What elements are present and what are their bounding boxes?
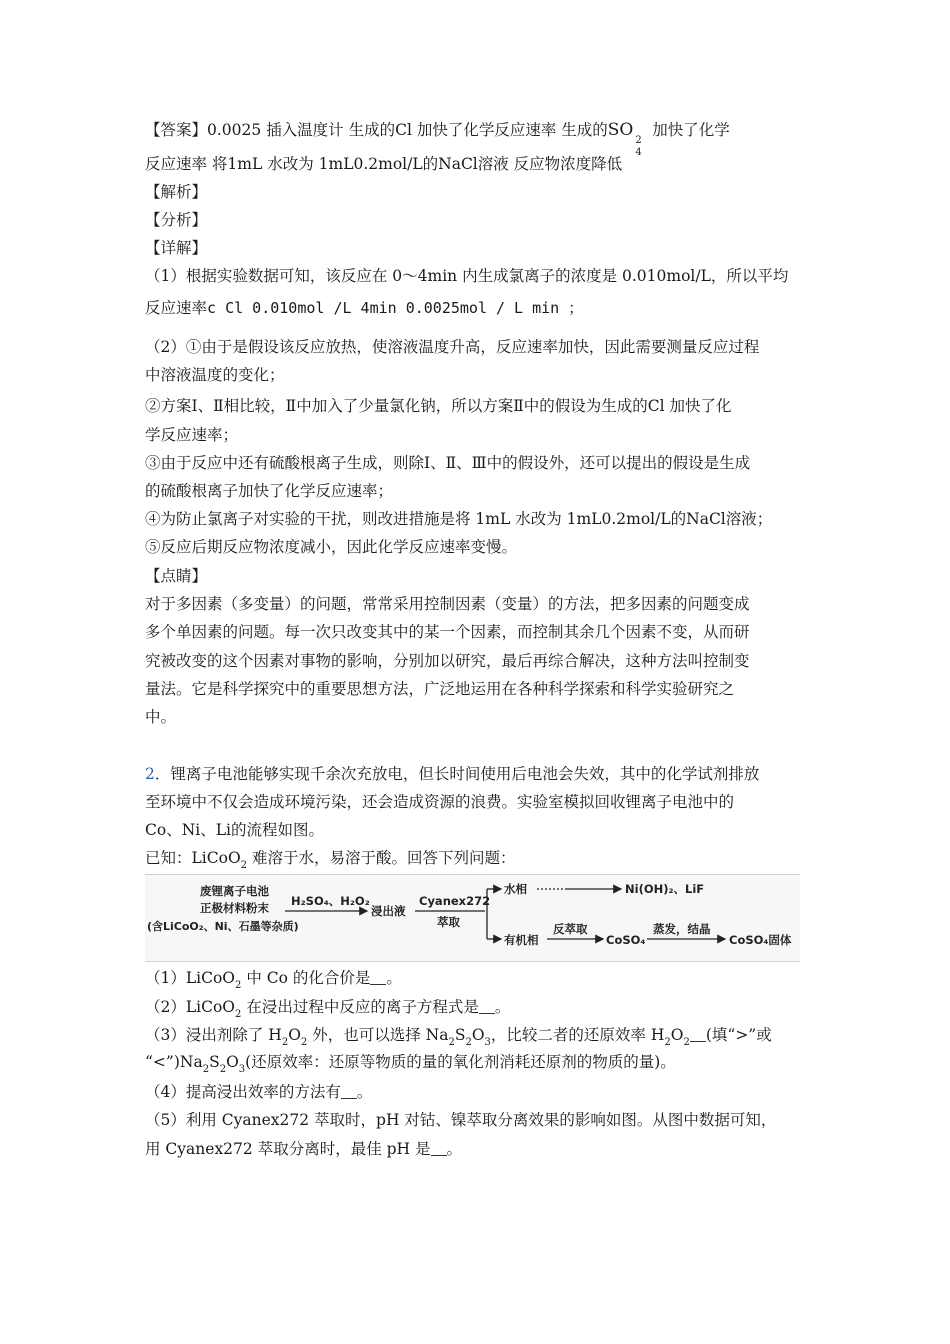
so-subscript: 4: [635, 147, 642, 158]
q3-sub-1: 2: [281, 1037, 289, 1048]
organic-phase-label: 有机相: [504, 933, 539, 947]
q3-text-b: 外，也可以选择 Na: [307, 1026, 449, 1044]
solid-product-label: CoSO₄固体: [729, 933, 792, 947]
subq-5-line1: （5）利用 Cyanex272 萃取时，pH 对钴、镍萃取分离效果的影响如图。从图中数据可知，: [145, 1111, 777, 1129]
answer-line-1: [145, 120, 730, 158]
q3-text-c: ，比较二者的还原效率 H: [490, 1026, 665, 1044]
q3-sub-2: 2: [300, 1037, 308, 1048]
q1-text-c: 。: [386, 969, 402, 987]
so-formula: SO: [607, 120, 634, 140]
q1-subscript: 2: [235, 980, 242, 991]
detail-p6: ⑤反应后期反应物浓度减小，因此化学反应速率变慢。: [145, 538, 518, 556]
question-2-line3: Co、Ni、Li的流程如图。: [145, 821, 324, 839]
q3-sub-9: 2: [219, 1064, 227, 1075]
summary-line5: 中。: [145, 708, 177, 726]
raw-material-line3: (含LiCoO₂、Ni、石墨等杂质): [147, 920, 299, 933]
summary-line2: 多个单因素的问题。每一次只改变其中的某一个因素，而控制其余几个因素不变，从而研: [145, 623, 750, 641]
water-phase-label: 水相: [504, 882, 527, 896]
extractant-label: Cyanex272: [419, 894, 491, 908]
question-number: 2: [145, 765, 155, 783]
q5-text-a: 用 Cyanex272 萃取分离时，最佳 pH 是: [145, 1140, 431, 1158]
section-fenxi: 【分析】: [145, 211, 208, 229]
answer-blank: [341, 1084, 357, 1099]
detail-p3-line1: ②方案Ⅰ、Ⅱ相比较，Ⅱ中加入了少量氯化钠，所以方案Ⅱ中的假设为生成的Cl 加快了化: [145, 397, 732, 415]
q2-text-a: （2）LiCoO: [145, 998, 236, 1016]
process-flowchart: [145, 874, 800, 962]
raw-material-line1: 废锂离子电池: [200, 884, 269, 898]
question-2-line2: 至环境中不仅会造成环境污染，还会造成资源的浪费。实验室模拟回收锂离子电池中的: [145, 793, 735, 811]
q3-sub-3: 2: [448, 1037, 455, 1048]
section-xiangjie: 【详解】: [145, 239, 208, 257]
detail-p1-line2: [145, 298, 583, 318]
q3-sub-4: 2: [465, 1037, 472, 1048]
section-dianjing: 【点睛】: [145, 567, 208, 585]
detail-p4-line1: ③由于反应中还有硫酸根离子生成，则除Ⅰ、Ⅱ、Ⅲ中的假设外，还可以提出的假设是生成: [145, 454, 751, 472]
detail-p5: ④为防止氯离子对实验的干扰，则改进措施是将 1mL 水改为 1mL0.2mol/L的NaCl溶液；: [145, 510, 773, 528]
known-text-a: 已知：LiCoO: [145, 849, 241, 867]
coso4-label: CoSO₄: [606, 933, 646, 947]
subq-2: [145, 997, 510, 1020]
subq-1: [145, 968, 402, 991]
q1-text-b: 中 Co 的化合价是: [241, 969, 371, 987]
summary-line1: 对于多因素（多变量）的问题，常常采用控制因素（变量）的方法，把多因素的问题变成: [145, 595, 750, 613]
subq-4: [145, 1082, 372, 1102]
summary-line4: 量法。它是科学探究中的重要思想方法，广泛地运用在各种科学探索和科学实验研究之: [145, 680, 735, 698]
answer-text-b: 加快了化学: [647, 121, 730, 139]
back-extract-label: 反萃取: [553, 922, 588, 936]
q3-atom-2: O: [471, 1026, 485, 1044]
q3-text-f: (还原效率：还原等物质的量的氧化剂消耗还原剂的物质的量)。: [245, 1053, 676, 1071]
leachate-label: 浸出液: [371, 904, 406, 918]
summary-line3: 究被改变的这个因素对事物的影响，分别加以研究，最后再综合解决，这种方法叫控制变: [145, 652, 750, 670]
detail-p2-line2: 中溶液温度的变化；: [145, 366, 285, 384]
q3-atom-s2: S: [209, 1053, 220, 1071]
flowchart-svg: [145, 875, 800, 961]
evaporate-label: 蒸发，结晶: [653, 922, 711, 936]
known-text-b: 难溶于水，易溶于酸。回答下列问题：: [247, 849, 516, 867]
q3-atom-3: O: [670, 1026, 684, 1044]
q2-subscript: 2: [235, 1009, 242, 1020]
detail-p2-line1: （2）①由于是假设该反应放热，使溶液温度升高，反应速率加快，因此需要测量反应过程: [145, 338, 760, 356]
answer-blank: [690, 1027, 706, 1042]
rate-formula: c Cl 0.010mol /L 4min 0.0025mol / L min ；: [207, 299, 584, 317]
reagent-label: H₂SO₄、H₂O₂: [291, 894, 370, 908]
answer-blank: [431, 1141, 447, 1156]
answer-blank: [479, 999, 495, 1014]
known-line: [145, 848, 515, 871]
subq-3-line1: [145, 1025, 772, 1048]
nickel-product-label: Ni(OH)₂、LiF: [625, 882, 705, 896]
q3-atom-s: S: [454, 1026, 466, 1044]
subq-3-line2: [145, 1052, 676, 1075]
q4-text-a: （4）提高浸出效率的方法有: [145, 1083, 341, 1101]
raw-material-line2: 正极材料粉末: [200, 901, 269, 915]
detail-p1-line1: （1）根据实验数据可知，该反应在 0～4min 内生成氯离子的浓度是 0.010mol/L，所以平均: [145, 267, 789, 285]
q3-text-a: （3）浸出剂除了 H: [145, 1026, 282, 1044]
q3-sub-5: 3: [484, 1037, 491, 1048]
detail-p3-line2: 学反应速率；: [145, 426, 239, 444]
question-2-line1: [145, 764, 759, 784]
question-2-text: ．锂离子电池能够实现千余次充放电，但长时间使用后电池会失效，其中的化学试剂排放: [154, 765, 760, 783]
q3-atom-1: O: [288, 1026, 301, 1044]
q1-text-a: （1）LiCoO: [145, 969, 236, 987]
q5-text-c: 。: [446, 1140, 463, 1158]
rate-label: 反应速率: [145, 299, 208, 317]
q3-sub-7: 2: [683, 1037, 690, 1048]
q2-text-b: 在浸出过程中反应的离子方程式是: [241, 998, 479, 1016]
q4-text-c: 。: [356, 1083, 373, 1101]
subq-5-line2: [145, 1139, 462, 1159]
answer-line-2: 反应速率 将1mL 水改为 1mL0.2mol/L的NaCl溶液 反应物浓度降低: [145, 155, 623, 173]
known-subscript: 2: [240, 860, 248, 871]
q3-text-e: “<”)Na: [145, 1053, 203, 1071]
q3-sub-8: 2: [202, 1064, 210, 1075]
so-charge: 2: [635, 135, 642, 146]
detail-p4-line2: 的硫酸根离子加快了化学反应速率；: [145, 482, 394, 500]
section-jiexi: 【解析】: [145, 183, 208, 201]
q3-sub-10: 3: [238, 1064, 246, 1075]
q3-atom-4: O: [226, 1053, 239, 1071]
answer-text-a: 【答案】0.0025 插入温度计 生成的Cl 加快了化学反应速率 生成的: [145, 121, 608, 139]
q2-text-c: 。: [494, 998, 511, 1016]
extract-label: 萃取: [437, 915, 460, 929]
q3-text-d: (填“>”或: [705, 1026, 772, 1044]
answer-blank: [370, 970, 386, 985]
q3-sub-6: 2: [664, 1037, 671, 1048]
